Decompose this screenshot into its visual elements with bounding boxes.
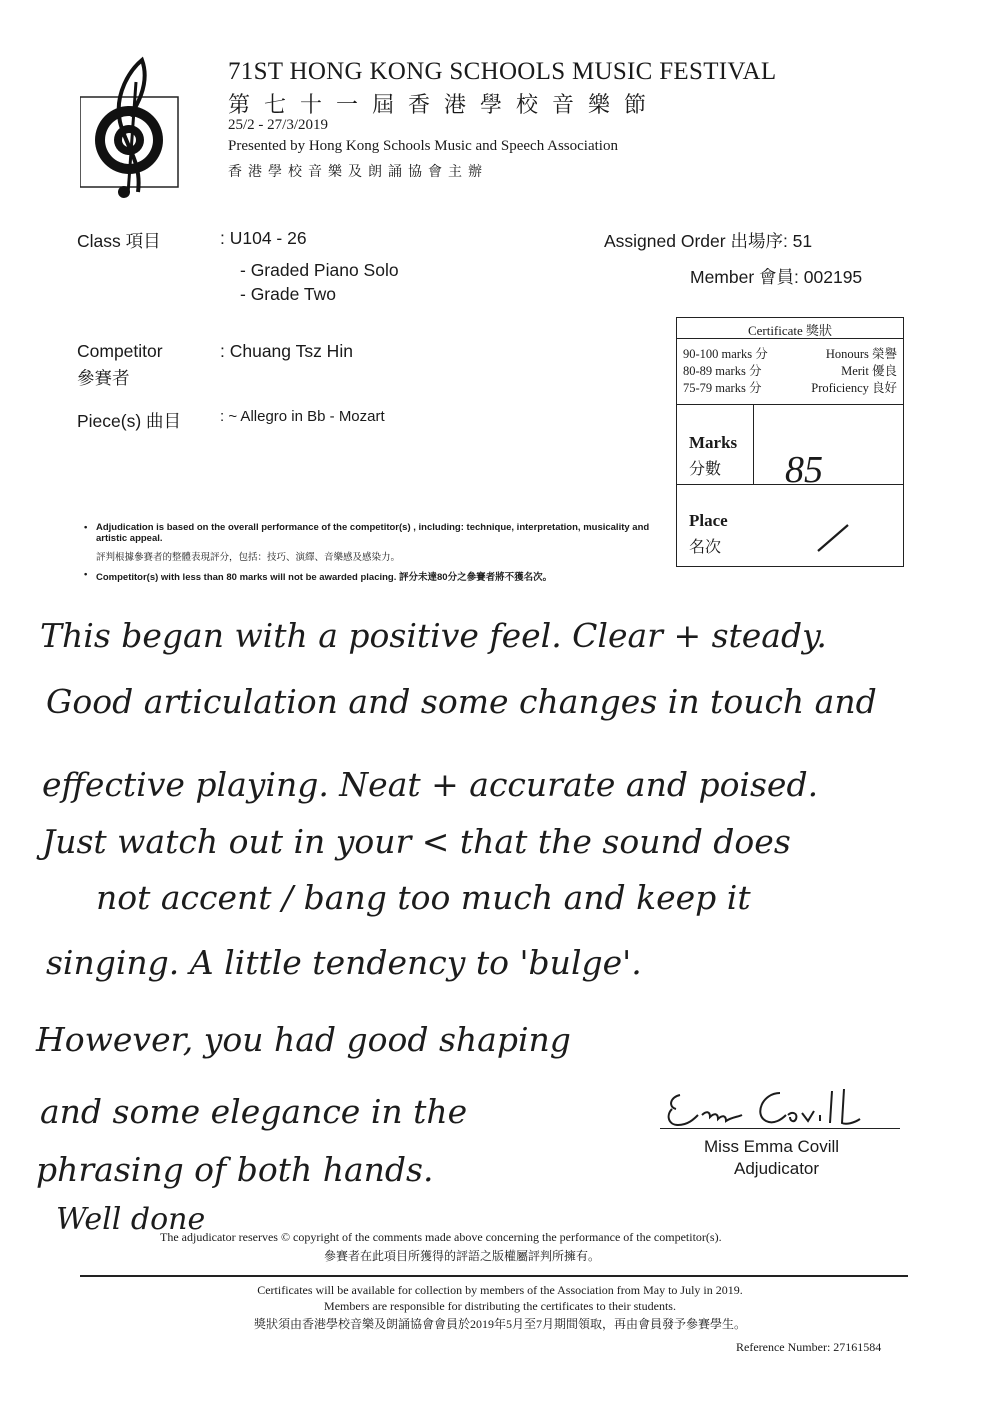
- certificate-box: [676, 317, 904, 567]
- place-label: Place: [689, 511, 728, 530]
- copyright-note-zh: 參賽者在此項目所獲得的評語之版權屬評判所擁有。: [324, 1249, 601, 1263]
- piece-label: Piece(s) 曲目: [77, 411, 182, 431]
- marks-divider: [753, 404, 754, 484]
- comment-line: singing. A little tendency to 'bulge'.: [46, 943, 642, 982]
- certificate-divider: [677, 404, 903, 405]
- festival-logo: [80, 52, 180, 202]
- footer-divider: [80, 1275, 908, 1277]
- comment-line: Well done: [56, 1202, 206, 1237]
- festival-title-zh: 第七十一屆香港學校音樂節: [228, 92, 661, 117]
- placing-note: • Competitor(s) with less than 80 marks will not be awarded placing. 評分未達80分之參賽者將不獲名次。: [84, 569, 553, 583]
- marks-label: Marks: [689, 433, 738, 452]
- comment-line: Just watch out in your < that the sound does: [42, 822, 791, 861]
- signature-line: [660, 1128, 900, 1129]
- piece-value: : ~ Allegro in Bb - Mozart: [220, 408, 385, 425]
- comment-line: phrasing of both hands.: [36, 1150, 434, 1189]
- certificate-award: Honours 榮譽: [825, 347, 897, 361]
- marks-label-zh: 分數: [689, 461, 722, 478]
- adjudication-note-text: Adjudication is based on the overall performance of the competitor(s) , including: technique, interpretation, musicality and artistic appeal.: [96, 522, 650, 544]
- member-number: Member 會員: 002195: [690, 267, 863, 287]
- presented-by-zh: 香港學校音樂及朗誦協會主辦: [228, 165, 488, 180]
- adjudicator-role: Adjudicator: [734, 1159, 820, 1178]
- festival-dates: 25/2 - 27/3/2019: [228, 117, 328, 133]
- certificate-row-proficiency: [683, 378, 897, 396]
- certificate-divider: [677, 338, 903, 339]
- footer-line: Certificates will be available for collection by members of the Association from May to July in 2019.: [257, 1283, 743, 1297]
- copyright-note: The adjudicator reserves © copyright of the comments made above concerning the performance of the competitor(s).: [160, 1230, 722, 1244]
- presented-by: Presented by Hong Kong Schools Music and Speech Association: [228, 138, 618, 154]
- placing-note-text: Competitor(s) with less than 80 marks will not be awarded placing. 評分未達80分之參賽者將不獲名次。: [96, 572, 553, 583]
- marks-value: 85: [785, 449, 823, 491]
- competitor-label-zh: 參賽者: [77, 368, 130, 388]
- assigned-order: Assigned Order 出場序: 51: [604, 231, 813, 251]
- certificate-row-merit: [683, 361, 897, 379]
- certificate-range: 80-89 marks 分: [683, 364, 762, 378]
- place-value-handwritten: [812, 523, 852, 553]
- certificate-divider: [677, 484, 903, 485]
- certificate-title: Certificate 獎狀: [747, 323, 833, 338]
- adjudication-note-zh: 評判根據參賽者的整體表現評分，包括：技巧、演繹、音樂感及感染力。: [96, 552, 401, 563]
- comment-line: and some elegance in the: [40, 1092, 468, 1131]
- class-value: : U104 - 26: [220, 228, 307, 248]
- class-description-1: - Graded Piano Solo: [240, 260, 399, 280]
- adjudicator-name: Miss Emma Covill: [704, 1137, 840, 1156]
- certificate-award: Merit 優良: [841, 364, 897, 378]
- certificate-range: 90-100 marks 分: [683, 347, 768, 361]
- reference-number: Reference Number: 27161584: [736, 1340, 882, 1354]
- comment-line: Good articulation and some changes in touch and: [46, 682, 877, 721]
- comment-line: However, you had good shaping: [36, 1020, 571, 1059]
- class-label: Class 項目: [77, 231, 161, 251]
- comment-line: effective playing. Neat + accurate and poised.: [42, 765, 819, 804]
- festival-title: 71ST HONG KONG SCHOOLS MUSIC FESTIVAL: [228, 58, 777, 85]
- place-label-zh: 名次: [689, 539, 722, 556]
- adjudication-note: • Adjudication is based on the overall performance of the competitor(s) , including: technique, interpretation, musicality and artistic appeal.: [84, 522, 650, 544]
- certificate-row-honours: [683, 344, 897, 362]
- adjudicator-signature: [662, 1085, 862, 1131]
- comment-line: not accent / bang too much and keep it: [96, 878, 751, 917]
- footer-line: 獎狀須由香港學校音樂及朗誦協會會員於2019年5月至7月期間領取，再由會員發予參賽學生。: [253, 1317, 746, 1331]
- certificate-award: Proficiency 良好: [811, 381, 897, 395]
- competitor-label: Competitor: [77, 341, 163, 361]
- certificate-range: 75-79 marks 分: [683, 381, 762, 395]
- footer-line: Members are responsible for distributing the certificates to their students.: [324, 1299, 676, 1313]
- comment-line: This began with a positive feel. Clear + steady.: [40, 616, 827, 655]
- competitor-name: : Chuang Tsz Hin: [220, 341, 353, 361]
- class-description-2: - Grade Two: [240, 284, 336, 304]
